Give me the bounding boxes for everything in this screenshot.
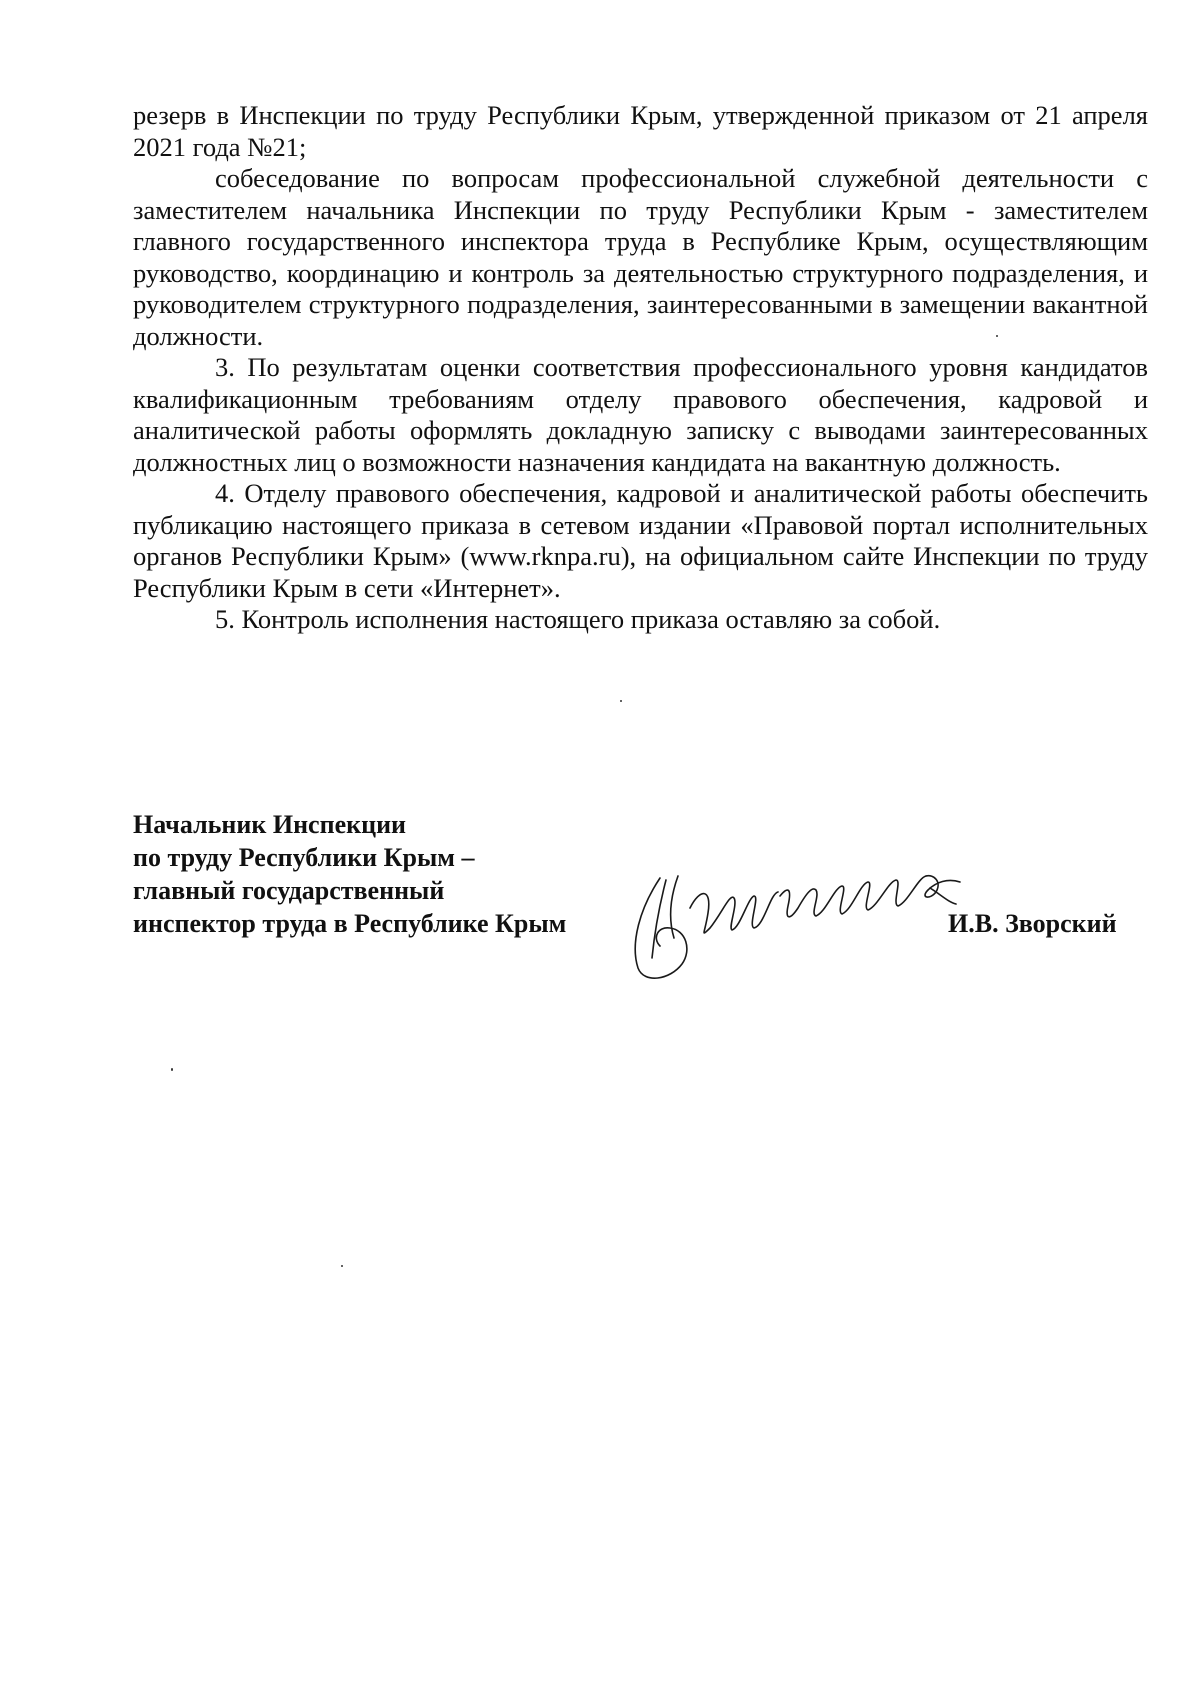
scan-speck <box>620 700 622 702</box>
document-body <box>133 100 1148 636</box>
scan-speck <box>341 1265 343 1267</box>
signatory-name: И.В. Зворский <box>948 909 1117 938</box>
scan-speck <box>171 1068 173 1071</box>
scan-speck <box>996 335 998 337</box>
position-line: инспектор труда в Республике Крым <box>133 909 567 938</box>
handwritten-signature <box>630 868 970 984</box>
paragraph-item-3: 3. По результатам оценки соответствия профессионального уровня кандидатов квалификационным требованиям отделу правового обеспечения, кадровой и аналитической работы оформлять докладную записку с выводами заинтересованных должностных лиц о возможности назначения кандидата на вакантную должность. <box>133 352 1148 477</box>
paragraph-item-4: 4. Отделу правового обеспечения, кадровой и аналитической работы обеспечить публикацию настоящего приказа в сетевом издании «Правовой портал исполнительных органов Республики Крым» (www.rknpa.ru), на официальном сайте Инспекции по труду Республики Крым в сети «Интернет». <box>133 478 1148 603</box>
position-line: Начальник Инспекции <box>133 810 407 839</box>
paragraph-item-5: 5. Контроль исполнения настоящего приказа оставляю за собой. <box>215 604 941 634</box>
paragraph-reserve-continuation: резерв в Инспекции по труду Республики Крым, утвержденной приказом от 21 апреля 2021 года №21; <box>133 100 1148 162</box>
position-line: главный государственный <box>133 876 445 905</box>
position-line: по труду Республики Крым – <box>133 843 475 872</box>
paragraph-interview: собеседование по вопросам профессиональной служебной деятельности с заместителем начальника Инспекции по труду Республики Крым - заместителем главного государственного инспектора труда в Республике Крым, осуществляющим руководство, координацию и контроль за деятельностью структурного подразделения, и руководителем структурного подразделения, заинтересованными в замещении вакантной должности. <box>133 163 1148 351</box>
signatory-position <box>133 808 566 940</box>
